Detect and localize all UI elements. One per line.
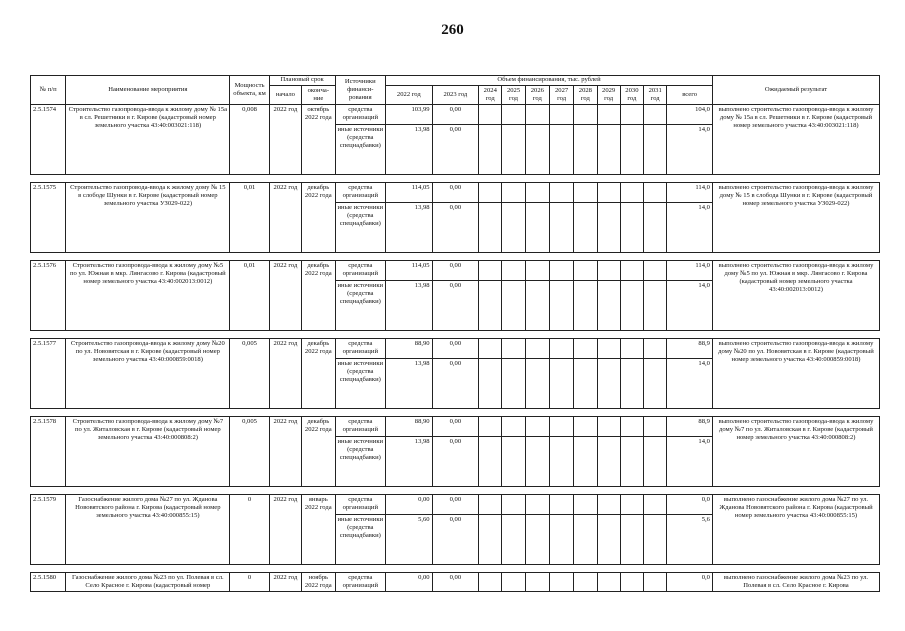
value-total: 14,0 [667,359,713,409]
value-2023: 0,00 [432,339,479,359]
row-result: выполнено строительство газопровода-ввода к жилому дому № 15а в сл. Решетники в г. Кирове (кадастровый номер земельного участка 43:40:003021:118) [712,105,879,175]
value-total: 14,0 [667,203,713,253]
value-2023: 0,00 [432,261,479,281]
value-2022: 13,98 [386,359,433,409]
value-total: 14,0 [667,125,713,175]
row-capacity: 0 [230,573,269,592]
value-2022: 13,98 [386,437,433,487]
header-num: № п/п [31,76,66,105]
value-total: 0,0 [667,573,713,592]
row-end: декабрь 2022 года [302,339,335,409]
row-id: 2.5.1577 [31,339,66,409]
header-funding: Объем финансирования, тыс. рублей [386,76,713,86]
row-name: Газоснабжение жилого дома №27 по ул. Жданова Нововятского района г. Кирова (кадастровый номер земельного участка 43:40:000855:15) [66,495,230,565]
row-name: Строительство газопровода-ввода к жилому дому №20 по ул. Нововятская в г. Кирове (кадастровый номер земельного участка 43:40:000859:0018) [66,339,230,409]
header-name: Наименование мероприятия [66,76,230,105]
source-other: иные источники (средства спецнадбавки) [335,437,386,487]
row-id: 2.5.1580 [31,573,66,592]
value-total: 114,0 [667,261,713,281]
row-name: Газоснабжение жилого дома №23 по ул. Полевая в сл. Село Красное г. Кирова (кадастровый номер [66,573,230,592]
header-result: Ожидаемый результат [712,76,879,105]
source-other: иные источники (средства спецнадбавки) [335,203,386,253]
row-result: выполнено строительство газопровода-ввода к жилому дому № 15 в слобода Шунки в г. Кирове (кадастровый номер земельного участка УЗ029-022) [712,183,879,253]
row-capacity: 0,01 [230,261,269,331]
table-row [31,183,880,203]
value-2023: 0,00 [432,125,479,175]
row-result: выполнено газоснабжение жилого дома №27 по ул. Жданова Нововятского района г. Кирова (кадастровый номер земельного участка 43:40:000855:15) [712,495,879,565]
header-plan-term: Плановый срок [269,76,335,86]
row-end: октябрь 2022 года [302,105,335,175]
source-org: средства организаций [335,339,386,359]
row-result: выполнено строительство газопровода-ввода к жилому дому №20 по ул. Нововятская в г. Кирове (кадастровый номер земельного участка 43:40:000859:0018) [712,339,879,409]
value-2022: 114,05 [386,261,433,281]
value-2023: 0,00 [432,515,479,565]
row-id: 2.5.1575 [31,183,66,253]
row-end: декабрь 2022 года [302,261,335,331]
value-2023: 0,00 [432,281,479,331]
value-2022: 103,99 [386,105,433,125]
header-plan-start: начало [269,86,301,105]
value-2023: 0,00 [432,203,479,253]
value-2023: 0,00 [432,105,479,125]
value-2022: 13,98 [386,125,433,175]
row-id: 2.5.1578 [31,417,66,487]
measures-table [30,75,880,592]
header-year: 2026 год [525,86,549,105]
row-start: 2022 год [269,183,301,253]
value-total: 5,6 [667,515,713,565]
table-header [31,76,880,105]
source-other: иные источники (средства спецнадбавки) [335,359,386,409]
value-2022: 0,00 [386,573,433,592]
row-result: выполнено строительство газопровода-ввода к жилому дому №7 по ул. Житаловская в г. Кирове (кадастровый номер земельного участка 43:40:000808:2) [712,417,879,487]
value-2023: 0,00 [432,359,479,409]
row-start: 2022 год [269,261,301,331]
source-org: средства организаций [335,495,386,515]
source-other: иные источники (средства спецнадбавки) [335,515,386,565]
row-result: выполнено строительство газопровода-ввода к жилому дому №5 по ул. Южная в мкр. Лянгасово г. Кирова (кадастровый номер земельного участка 43:40:002013:0012) [712,261,879,331]
header-plan-end: оконча-ние [302,86,335,105]
value-total: 114,0 [667,183,713,203]
value-total: 14,0 [667,281,713,331]
value-2022: 13,98 [386,281,433,331]
row-start: 2022 год [269,495,301,565]
row-start: 2022 год [269,573,301,592]
value-2022: 88,90 [386,339,433,359]
source-org: средства организаций [335,417,386,437]
row-id: 2.5.1576 [31,261,66,331]
value-total: 104,0 [667,105,713,125]
value-2022: 114,05 [386,183,433,203]
row-capacity: 0,005 [230,339,269,409]
header-total: всего [667,86,713,105]
row-end: январь 2022 года [302,495,335,565]
header-year: 2030 год [620,86,643,105]
value-2023: 0,00 [432,417,479,437]
value-total: 88,9 [667,417,713,437]
value-2022: 5,60 [386,515,433,565]
row-capacity: 0 [230,495,269,565]
source-org: средства организаций [335,261,386,281]
value-2023: 0,00 [432,183,479,203]
source-other: иные источники (средства спецнадбавки) [335,125,386,175]
value-total: 88,9 [667,339,713,359]
header-capacity: Мощность объекта, км [230,76,269,105]
table-row [31,495,880,515]
value-2023: 0,00 [432,573,479,592]
row-end: ноябрь 2022 года [302,573,335,592]
table-row [31,261,880,281]
header-year: 2028 год [574,86,597,105]
table-row [31,105,880,125]
source-org: средства организаций [335,105,386,125]
row-capacity: 0,008 [230,105,269,175]
header-year: 2027 год [549,86,573,105]
header-year: 2031 год [644,86,667,105]
table-row [31,417,880,437]
header-year: 2023 год [432,86,479,105]
row-start: 2022 год [269,417,301,487]
row-id: 2.5.1574 [31,105,66,175]
row-name: Строительство газопровода-ввода к жилому дому №5 по ул. Южная в мкр. Лянгасово г. Кирова (кадастровый номер земельного участка 43:40:002013:0012) [66,261,230,331]
value-2023: 0,00 [432,437,479,487]
row-name: Строительство газопровода-ввода к жилому дому №7 по ул. Житаловская в г. Кирове (кадастровый номер земельного участка 43:40:000808:2) [66,417,230,487]
value-total: 0,0 [667,495,713,515]
row-result: выполнено газоснабжение жилого дома №23 по ул. Полевая в сл. Село Красное г. Кирова [712,573,879,592]
row-start: 2022 год [269,105,301,175]
header-year: 2025 год [502,86,525,105]
row-name: Строительство газопровода-ввода к жилому дому № 15 в слободе Шунки в г. Кирове (кадастровый номер земельного участка УЗ029-022) [66,183,230,253]
table-row [31,573,880,592]
value-2022: 13,98 [386,203,433,253]
page-number: 260 [441,22,464,38]
source-other: иные источники (средства спецнадбавки) [335,281,386,331]
row-id: 2.5.1579 [31,495,66,565]
value-2023: 0,00 [432,495,479,515]
table-row [31,339,880,359]
row-name: Строительство газопровода-ввода к жилому дому № 15а в сл. Решетники в г. Кирове (кадастровый номер земельного участка 43:40:003021:118) [66,105,230,175]
source-org: средства организаций [335,183,386,203]
header-year: 2029 год [597,86,620,105]
value-2022: 88,90 [386,417,433,437]
row-capacity: 0,005 [230,417,269,487]
header-year: 2024 год [479,86,502,105]
value-total: 14,0 [667,437,713,487]
row-start: 2022 год [269,339,301,409]
row-end: декабрь 2022 года [302,183,335,253]
row-capacity: 0,01 [230,183,269,253]
row-end: декабрь 2022 года [302,417,335,487]
value-2022: 0,00 [386,495,433,515]
source-org: средства организаций [335,573,386,592]
header-year: 2022 год [386,86,433,105]
header-sources: Источники финанси-рования [335,76,386,105]
